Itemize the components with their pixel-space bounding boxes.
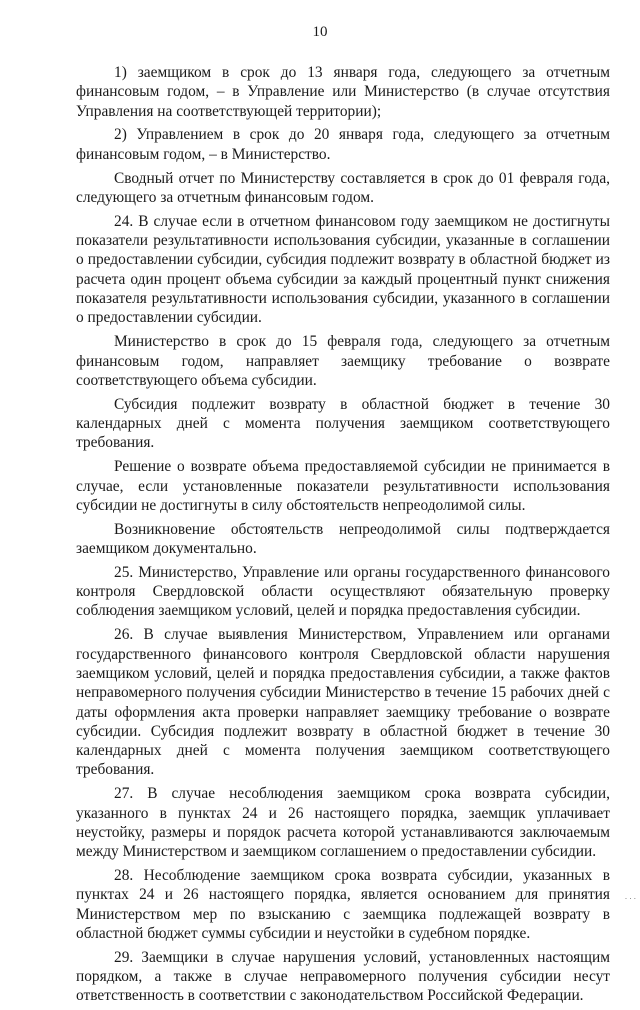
paragraph-force-majeure-decision: Решение о возврате объема предоставляемой субсидии не принимается в случае, если установленные показатели результативности использования субсидии не достигнуты в силу обстоятельств непреодолимой силы. xyxy=(76,458,610,514)
document-body xyxy=(76,63,610,1010)
paragraph-24: 24. В случае если в отчетном финансовом году заемщиком не достигнуты показатели результативности использования субсидии, указанные в соглашении о предоставлении субсидии, субсидия подлежит возврату в областной бюджет из расчета один процент объема субсидии за каждый процентный пункт снижения показателя результативности использования субсидии, указанного в соглашении о предоставлении субсидии. xyxy=(76,212,610,327)
scan-corner-mark: · · · xyxy=(624,895,636,903)
paragraph-28: 28. Несоблюдение заемщиком срока возврата субсидии, указанных в пунктах 24 и 26 настоящего порядка, является основанием для принятия Министерством мер по взысканию с заемщика подлежащей возврату в областной бюджет суммы субсидии и неустойки в судебном порядке. xyxy=(76,867,610,942)
page-number: 10 xyxy=(312,24,328,40)
paragraph-26: 26. В случае выявления Министерством, Управлением или органами государственного финансового контроля Свердловской области нарушения заемщиком условий, целей и порядка предоставления субсидии, а также фактов неправомерного получения субсидии Министерство в течение 15 рабочих дней с даты оформления акта проверки направляет заемщику требование о возврате субсидии. Субсидия подлежит возврату в областной бюджет в течение 30 календарных дней с момента получения заемщиком соответствующего требования. xyxy=(76,626,610,779)
paragraph-29: 29. Заемщики в случае нарушения условий, установленных настоящим порядком, а также в случае неправомерного получения субсидии несут ответственность в соответствии с законодательством Российской Федерации. xyxy=(76,948,610,1005)
paragraph-refund-30-days: Субсидия подлежит возврату в областной бюджет в течение 30 календарных дней с момента получения заемщиком соответствующего требования. xyxy=(76,395,610,452)
paragraph-summary-report: Сводный отчет по Министерству составляется в срок до 01 февраля года, следующего за отчетным финансовым годом. xyxy=(76,169,610,206)
paragraph-27: 27. В случае несоблюдения заемщиком срока возврата субсидии, указанного в пунктах 24 и 26 настоящего порядка, заемщик уплачивает неустойку, размеры и порядок расчета которой устанавливаются заключаемым между Министерством и заемщиком соглашением о предоставлении субсидии. xyxy=(76,785,610,861)
paragraph-ministry-deadline: Министерство в срок до 15 февраля года, следующего за отчетным финансовым годом, направляет заемщику требование о возврате соответствующего объема субсидии. xyxy=(76,333,610,389)
paragraph-item-1: 1) заемщиком в срок до 13 января года, следующего за отчетным финансовым годом, – в Управление или Министерство (в случае отсутствия Управления на соответствующей территории); xyxy=(76,64,610,120)
paragraph-force-majeure-proof: Возникновение обстоятельств непреодолимой силы подтверждается заемщиком документально. xyxy=(76,520,610,557)
paragraph-item-2: 2) Управлением в срок до 20 января года, следующего за отчетным финансовым годом, – в Министерство. xyxy=(76,126,610,163)
paragraph-25: 25. Министерство, Управление или органы государственного финансового контроля Свердловской области осуществляют обязательную проверку соблюдения заемщиком условий, целей и порядка предоставления субсидии. xyxy=(76,563,610,620)
